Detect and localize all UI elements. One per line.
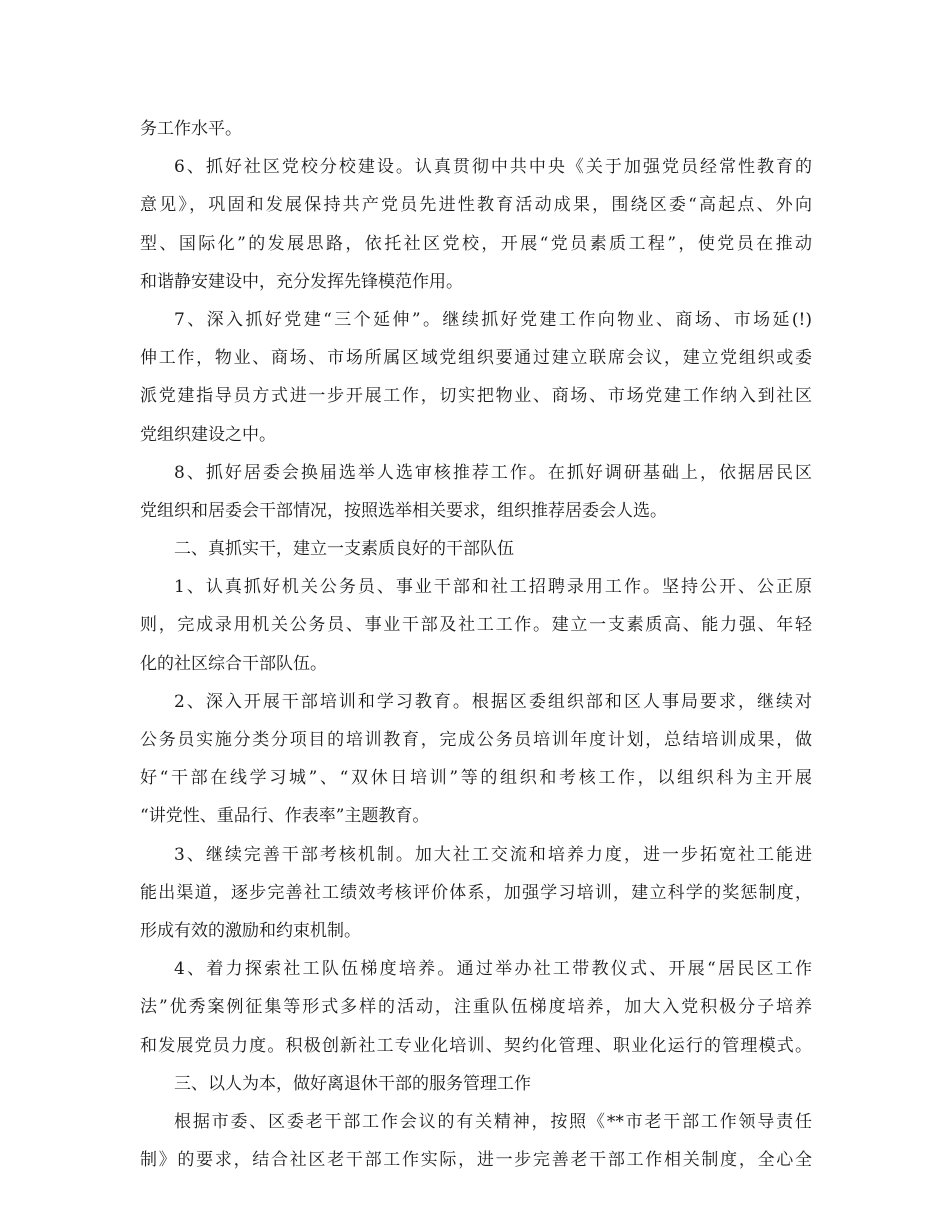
text-line: 8、抓好居委会换届选举人选审核推荐工作。在抓好调研基础上，依据居民区	[174, 462, 812, 483]
text-line: 1、认真抓好机关公务员、事业干部和社工招聘录用工作。坚持公开、公正原	[174, 577, 812, 598]
text-line: 3、继续完善干部考核机制。加大社工交流和培养力度，进一步拓宽社工能进	[174, 844, 812, 865]
text-line: 公务员实施分类分项目的培训教育，完成公务员培训年度计划，总结培训成果，做	[140, 730, 812, 750]
text-line: 和发展党员力度。积极创新社工专业化培训、契约化管理、职业化运行的管理模式。	[140, 1035, 812, 1056]
text-line: “讲党性、重品行、作表率”主题教育。	[140, 806, 430, 827]
text-line: 7、深入抓好党建“三个延伸”。继续抓好党建工作向物业、商场、市场延(!)	[174, 309, 812, 330]
text-line: 党组织建设之中。	[140, 424, 276, 445]
text-line: 法”优秀案例征集等形式多样的活动，注重队伍梯度培养，加大入党积极分子培养	[140, 997, 812, 1018]
text-line: 2、深入开展干部培训和学习教育。根据区委组织部和区人事局要求，继续对	[174, 691, 812, 712]
text-line: 务工作水平。	[140, 119, 242, 139]
text-line: 制》的要求，结合社区老干部工作实际，进一步完善老干部工作相关制度，全心全	[140, 1150, 812, 1171]
text-line: 和谐静安建设中，充分发挥先锋模范作用。	[140, 271, 463, 292]
text-line: 二、真抓实干，建立一支素质良好的干部队伍	[174, 539, 514, 560]
text-line: 则，完成录用机关公务员、事业干部及社工工作。建立一支素质高、能力强、年轻	[140, 615, 812, 636]
text-line: 好“干部在线学习城”、“双休日培训”等的组织和考核工作，以组织科为主开展	[140, 768, 812, 789]
text-line: 意见》，巩固和发展保持共产党员先进性教育活动成果，围绕区委“高起点、外向	[140, 195, 812, 216]
text-line: 能出渠道，逐步完善社工绩效考核评价体系，加强学习培训，建立科学的奖惩制度，	[140, 882, 812, 903]
text-line: 形成有效的激励和约束机制。	[140, 920, 361, 941]
text-line: 6、抓好社区党校分校建设。认真贯彻中共中央《关于加强党员经常性教育的	[174, 157, 812, 178]
text-line: 化的社区综合干部队伍。	[140, 653, 327, 674]
document-body	[140, 110, 812, 1179]
text-line: 三、以人为本，做好离退休干部的服务管理工作	[174, 1073, 531, 1094]
text-line: 党组织和居委会干部情况，按照选举相关要求，组织推荐居委会人选。	[140, 500, 667, 521]
text-line: 派党建指导员方式进一步开展工作，切实把物业、商场、市场党建工作纳入到社区	[140, 386, 812, 407]
text-line: 型、国际化”的发展思路，依托社区党校，开展“党员素质工程”，使党员在推动	[140, 233, 812, 254]
text-line: 4、着力探索社工队伍梯度培养。通过举办社工带教仪式、开展“居民区工作	[174, 959, 812, 980]
text-line: 根据市委、区委老干部工作会议的有关精神，按照《**市老干部工作领导责任	[174, 1111, 812, 1132]
text-line: 伸工作，物业、商场、市场所属区域党组织要通过建立联席会议，建立党组织或委	[140, 348, 812, 369]
